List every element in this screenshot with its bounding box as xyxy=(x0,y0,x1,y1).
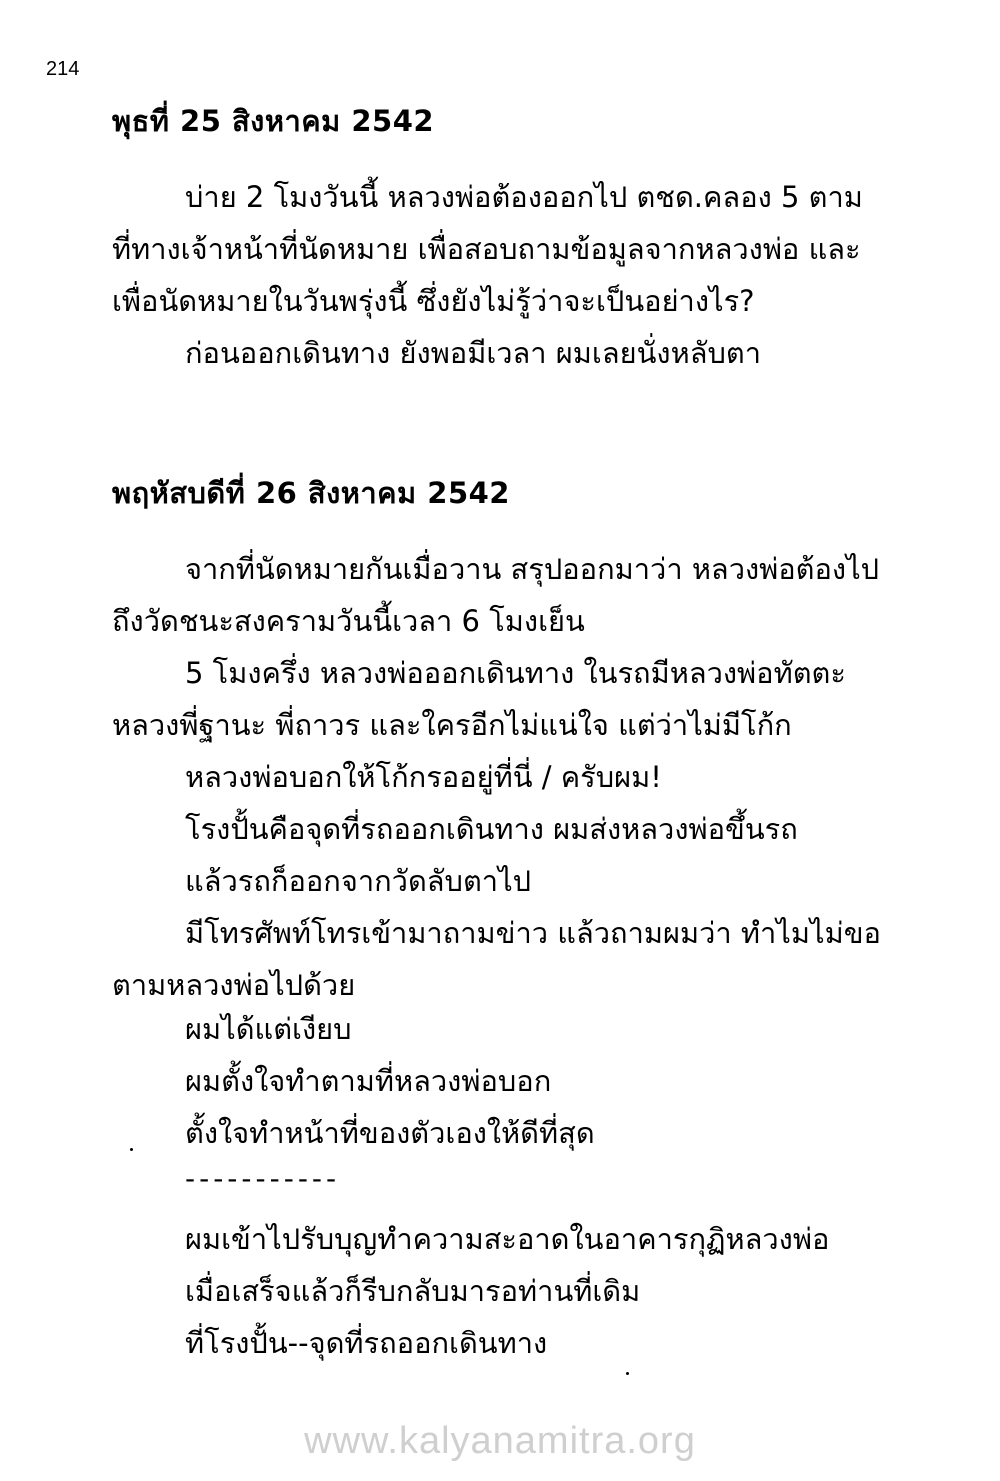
section-heading: พฤหัสบดีที่ 26 สิงหาคม 2542 xyxy=(112,476,510,510)
paragraph-line: ที่ทางเจ้าหน้าที่นัดหมาย เพื่อสอบถามข้อมูลจากหลวงพ่อ และ xyxy=(112,232,861,266)
scan-speck xyxy=(130,1148,133,1151)
paragraph-line: ที่โรงปั้น--จุดที่รถออกเดินทาง xyxy=(185,1326,548,1360)
paragraph-line: มีโทรศัพท์โทรเข้ามาถามข่าว แล้วถามผมว่า ทำไมไม่ขอ xyxy=(185,916,881,950)
paragraph-line: โรงปั้นคือจุดที่รถออกเดินทาง ผมส่งหลวงพ่อขึ้นรถ xyxy=(185,812,798,846)
paragraph-line: ก่อนออกเดินทาง ยังพอมีเวลา ผมเลยนั่งหลับตา xyxy=(185,336,761,370)
paragraph-line: เพื่อนัดหมายในวันพรุ่งนี้ ซึ่งยังไม่รู้ว่าจะเป็นอย่างไร? xyxy=(112,284,755,318)
paragraph-line: ตามหลวงพ่อไปด้วย xyxy=(112,968,356,1002)
paragraph-line: ตั้งใจทำหน้าที่ของตัวเองให้ดีที่สุด xyxy=(185,1116,595,1150)
paragraph-line: ผมตั้งใจทำตามที่หลวงพ่อบอก xyxy=(185,1064,552,1098)
paragraph-line: แล้วรถก็ออกจากวัดลับตาไป xyxy=(185,864,532,898)
paragraph-line: หลวงพี่ฐานะ พี่ถาวร และใครอีกไม่แน่ใจ แต่ว่าไม่มีโก้ก xyxy=(112,708,792,742)
paragraph-line: จากที่นัดหมายกันเมื่อวาน สรุปออกมาว่า หลวงพ่อต้องไป xyxy=(185,552,880,586)
scan-speck xyxy=(626,1372,629,1375)
paragraph-line: เมื่อเสร็จแล้วก็รีบกลับมารอท่านที่เดิม xyxy=(185,1274,641,1308)
paragraph-line: บ่าย 2 โมงวันนี้ หลวงพ่อต้องออกไป ตชด.คลอง 5 ตาม xyxy=(185,180,863,214)
paragraph-line: ถึงวัดชนะสงครามวันนี้เวลา 6 โมงเย็น xyxy=(112,604,585,638)
section-heading: พุธที่ 25 สิงหาคม 2542 xyxy=(112,104,435,138)
separator-dashes: ----------- xyxy=(185,1162,341,1195)
paragraph-line: ผมเข้าไปรับบุญทำความสะอาดในอาคารกุฏิหลวงพ่อ xyxy=(185,1222,830,1256)
footer-watermark: www.kalyanamitra.org xyxy=(304,1420,696,1462)
page-number: 214 xyxy=(46,58,80,80)
paragraph-line: ผมได้แต่เงียบ xyxy=(185,1012,352,1046)
paragraph-line: 5 โมงครึ่ง หลวงพ่อออกเดินทาง ในรถมีหลวงพ่อทัตตะ xyxy=(185,656,846,690)
paragraph-line: หลวงพ่อบอกให้โก้กรออยู่ที่นี่ / ครับผม! xyxy=(185,760,662,794)
